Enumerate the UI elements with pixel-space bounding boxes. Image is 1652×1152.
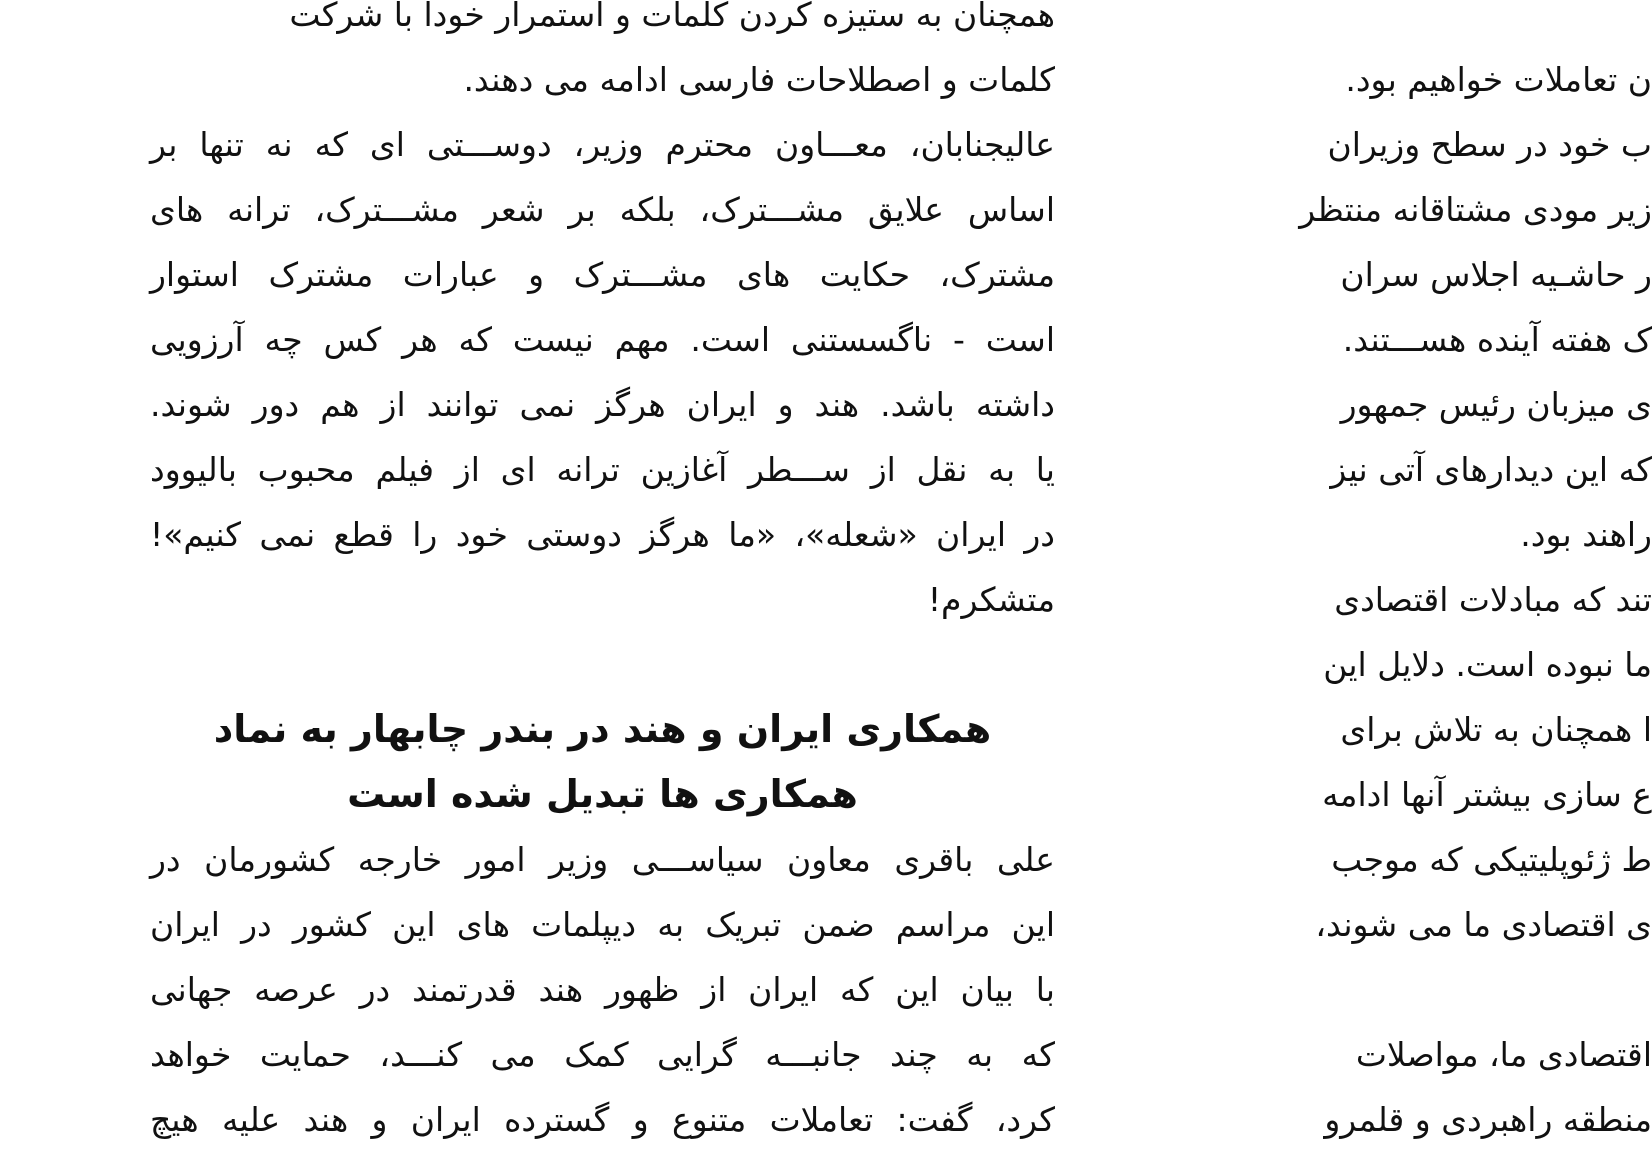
text-line: کلمات و اصطلاحات فارسی ادامه می دهند. [463, 60, 1055, 99]
text-line: منطقه راهبردی و قلمرو [1324, 1100, 1652, 1139]
section-headline-line-1: همکاری ایران و هند در بندر چابهار به نماد [213, 707, 992, 751]
text-line: ی اقتصادی ما می شوند، [1315, 905, 1652, 944]
text-line: ط ژئوپلیتیکی که موجب [1331, 840, 1652, 879]
section-gap [150, 632, 1055, 697]
text-line [1132, 957, 1652, 1022]
text-line: یا به نقل از ســـطر آغازین ترانه ای از فیلم محبوب بالیوود [150, 450, 1055, 489]
text-line: زیر مودی مشتاقانه منتظر [1299, 190, 1652, 229]
text-line [1132, 0, 1652, 47]
text-line: با بیان این که ایران از ظهور هند قدرتمند در عرصه جهانی [150, 970, 1055, 1009]
text-line: مشترک، حکایت های مشـــترک و عبارات مشترک استوار [150, 255, 1055, 294]
text-line: که این دیدارهای آتی نیز [1330, 450, 1652, 489]
text-line: ب خود در سطح وزیران [1327, 125, 1652, 164]
text-line: اقتصادی ما، مواصلات [1355, 1035, 1652, 1074]
text-line: متشکرم! [927, 580, 1055, 619]
text-line: راهند بود. [1520, 515, 1652, 554]
text-line: این مراسم ضمن تبریک به دیپلمات های این کشور در ایران [150, 905, 1055, 944]
text-line: همچنان به ستیزه کردن کلمات و استمرار خودا با شرکت [289, 0, 1055, 34]
text-line: تند که مبادلات اقتصادی [1334, 580, 1652, 619]
text-line: ی میزبان رئیس جمهور [1340, 385, 1652, 424]
text-line: که به چند جانبـــه گرایی کمک می کنـــد، حمایت خواهد [150, 1035, 1055, 1074]
text-line: ک هفته آینده هســـتند. [1342, 320, 1652, 359]
text-line: در ایران «شعله»، «ما هرگز دوستی خود را قطع نمی کنیم»! [150, 515, 1055, 554]
text-line: ر حاشـیه اجلاس سران [1340, 255, 1652, 294]
text-line: علی باقری معاون سیاســـی وزیر امور خارجه کشورمان در [150, 840, 1055, 879]
text-line: داشته باشد. هند و ایران هرگز نمی توانند از هم دور شوند. [150, 385, 1055, 424]
text-line: ا همچنان به تلاش برای [1340, 710, 1652, 749]
right-text-column [1132, 0, 1652, 1142]
text-line: عالیجنابان، معـــاون محترم وزیر، دوســـتی ای که نه تنها بر [150, 125, 1055, 164]
text-line: است - ناگسستنی است. مهم نیست که هر کس چه آرزویی [150, 320, 1055, 359]
left-text-column [150, 0, 1055, 1142]
text-line: ن تعاملات خواهیم بود. [1345, 60, 1652, 99]
text-line: ما نبوده است. دلایل این [1323, 645, 1652, 684]
text-line: ع سازی بیشتر آنها ادامه [1322, 775, 1652, 814]
text-line: کرد، گفت: تعاملات متنوع و گسترده ایران و هند علیه هیچ [150, 1100, 1055, 1139]
section-headline-line-2: همکاری ها تبدیل شده است [347, 772, 858, 816]
text-line: اساس علایق مشـــترک، بلکه بر شعر مشـــترک، ترانه های [150, 190, 1055, 229]
